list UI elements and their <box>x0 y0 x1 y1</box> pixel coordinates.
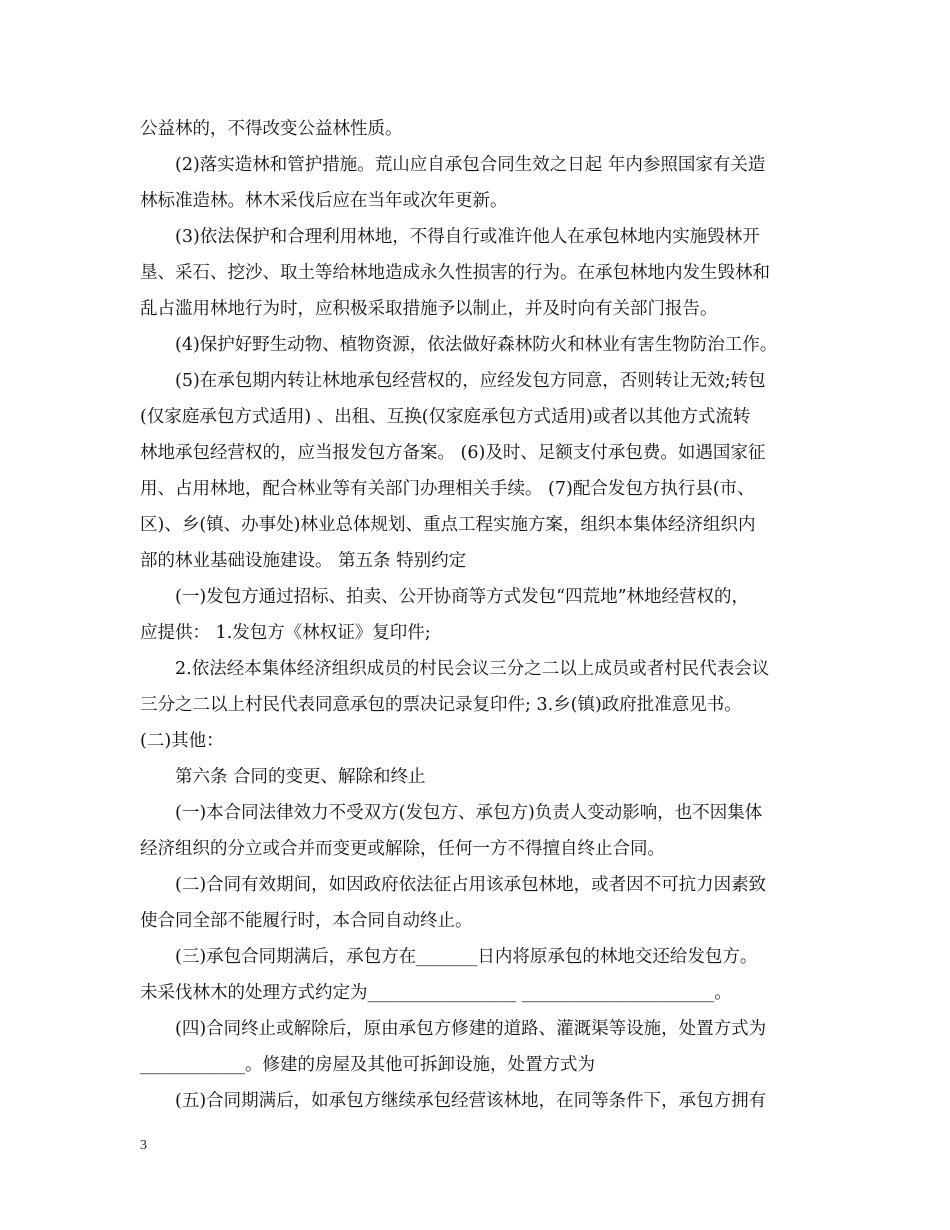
text-line: ____________。修建的房屋及其他可拆卸设施，处置方式为 <box>140 1055 595 1075</box>
text-line: 未采伐林木的处理方式约定为_________________ ______________________。 <box>140 983 732 1003</box>
text-line: (三)承包合同期满后，承包方在_______日内将原承包的林地交还给发包方。 <box>140 947 758 967</box>
text-line: (4)保护好野生动物、植物资源，依法做好森林防火和林业有害生物防治工作。 <box>140 335 778 355</box>
text-line: (2)落实造林和管护措施。荒山应自承包合同生效之日起 年内参照国家有关造 <box>140 155 766 175</box>
page-number: 3 <box>140 1138 147 1153</box>
text-line: 部的林业基础设施建设。 第五条 特别约定 <box>140 551 467 571</box>
text-line: 2.依法经本集体经济组织成员的村民会议三分之二以上成员或者村民代表会议 <box>140 659 770 679</box>
text-line: 三分之二以上村民代表同意承包的票决记录复印件; 3.乡(镇)政府批准意见书。 <box>140 695 742 715</box>
text-line: (四)合同终止或解除后，原由承包方修建的道路、灌溉渠等设施，处置方式为 <box>140 1019 767 1039</box>
text-line: (五)合同期满后，如承包方继续承包经营该林地，在同等条件下，承包方拥有 <box>140 1091 767 1111</box>
text-line: 用、占用林地，配合林业等有关部门办理相关手续。 (7)配合发包方执行县(市、 <box>140 479 755 499</box>
text-line: (5)在承包期内转让林地承包经营权的，应经发包方同意，否则转让无效;转包 <box>140 371 766 391</box>
text-line: (3)依法保护和合理利用林地，不得自行或准许他人在承包林地内实施毁林开 <box>140 227 760 247</box>
text-line: 乱占滥用林地行为时，应积极采取措施予以制止，并及时向有关部门报告。 <box>140 299 718 319</box>
text-line: (一)发包方通过招标、拍卖、公开协商等方式发包“四荒地”林地经营权的， <box>140 587 750 607</box>
text-line: 公益林的，不得改变公益林性质。 <box>140 119 403 139</box>
text-line: (二)合同有效期间，如因政府依法征占用该承包林地，或者因不可抗力因素致 <box>140 875 767 895</box>
text-line: 使合同全部不能履行时，本合同自动终止。 <box>140 911 473 931</box>
text-line: (一)本合同法律效力不受双方(发包方、承包方)负责人变动影响，也不因集体 <box>140 803 763 823</box>
text-line: 第六条 合同的变更、解除和终止 <box>140 767 426 787</box>
text-line: 经济组织的分立或合并而变更或解除，任何一方不得擅自终止合同。 <box>140 839 665 859</box>
text-line: 林标准造林。林木采伐后应在当年或次年更新。 <box>140 191 508 211</box>
text-line: 林地承包经营权的，应当报发包方备案。 (6)及时、足额支付承包费。如遇国家征 <box>140 443 766 463</box>
text-line: 区)、乡(镇、办事处)林业总体规划、重点工程实施方案，组织本集体经济组织内 <box>140 515 756 535</box>
text-line: (仅家庭承包方式适用) 、出租、互换(仅家庭承包方式适用)或者以其他方式流转 <box>140 407 751 427</box>
text-line: 应提供： 1.发包方《林权证》复印件; <box>140 623 431 643</box>
text-line: (二)其他： <box>140 731 224 751</box>
text-line: 垦、采石、挖沙、取土等给林地造成永久性损害的行为。在承包林地内发生毁林和 <box>140 263 770 283</box>
